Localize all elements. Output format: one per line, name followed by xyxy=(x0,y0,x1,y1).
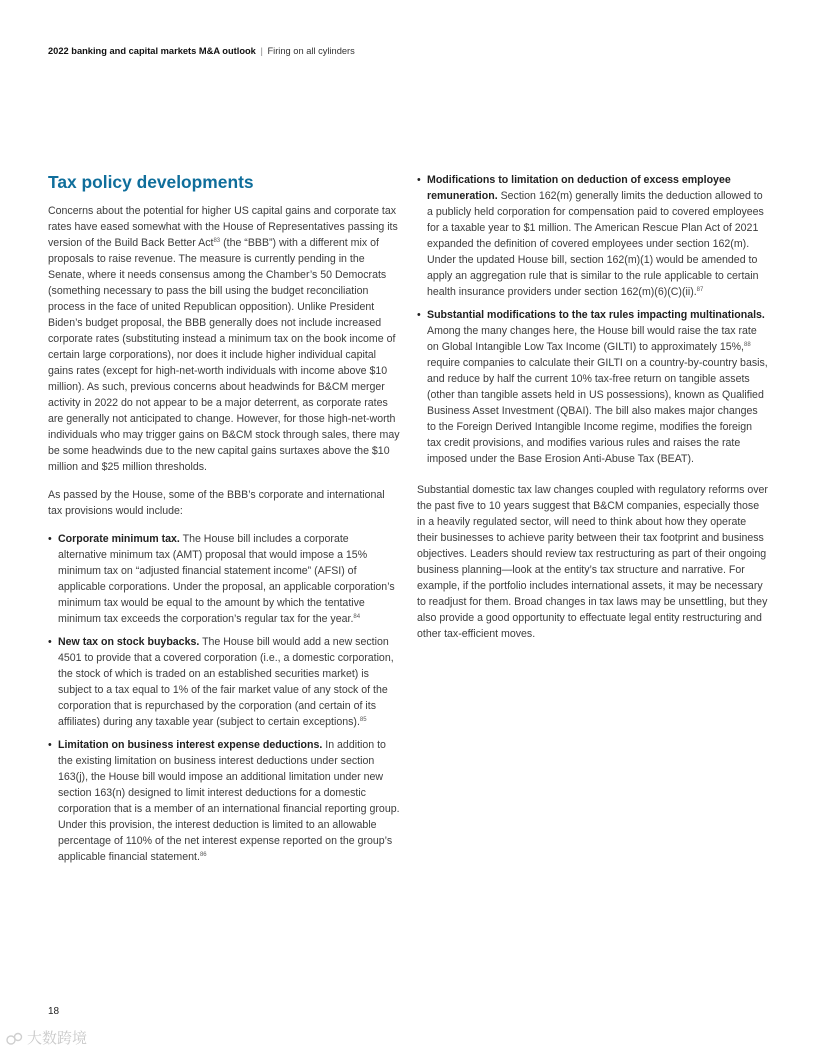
list-item-title: Modifications to limitation on deduction of excess employee remuneration. xyxy=(427,174,731,202)
provisions-list-continued xyxy=(417,172,769,467)
list-item-text: Among the many changes here, the House bill would raise the tax rate on Global Intangible Low Tax Income (GILTI) to approximately 15%, xyxy=(427,325,757,353)
conclusion-paragraph: Substantial domestic tax law changes coupled with regulatory reforms over the past five to 10 years suggest that B&CM companies, especially those in a heavily regulated sector, will need to think about how they operate their businesses to achieve parity between their tax footprint and business objectives. Leaders should review tax restructuring as part of their ongoing business planning—look at the entity’s tax structure and narrative. For example, if the portfolio includes international assets, it may be necessary to readjust for them. Broad changes in tax laws may be unsettling, but they also provide a good opportunity to effectuate legal entity restructuring and other tax-efficient moves. xyxy=(417,484,768,640)
header-title: 2022 banking and capital markets M&A outlook xyxy=(48,46,256,56)
page-number: 18 xyxy=(48,1006,60,1017)
footnote-ref: 86 xyxy=(199,852,207,858)
right-column xyxy=(417,172,769,654)
list-item-title: New tax on stock buybacks. xyxy=(58,636,200,648)
bullet-icon: • xyxy=(48,636,52,648)
header-separator: | xyxy=(260,46,263,56)
intro-text-a: Concerns about the potential for higher US capital gains and corporate tax rates have eased somewhat with the House of Representatives passing its version of the Build Back Better Act xyxy=(48,205,398,249)
list-item-title: Corporate minimum tax. xyxy=(58,533,180,545)
bullet-icon: • xyxy=(417,174,421,186)
footnote-ref: 83 xyxy=(213,238,221,244)
watermark xyxy=(6,1027,87,1048)
bullet-icon: • xyxy=(48,739,52,751)
provisions-intro-paragraph: As passed by the House, some of the BBB’s corporate and international tax provisions would include: xyxy=(48,489,385,517)
section-heading: Tax policy developments xyxy=(48,172,254,192)
list-item-text: Section 162(m) generally limits the deduction allowed to a publicly held corporation for compensation paid to covered employees for a taxable year to $1 million. The American Rescue Plan Act of 2021 expanded the definition of covered employees under section 162(m). Under the updated House bill, section 162(m)(1) would be amended to apply an aggregation rule that is similar to the rule applicable to certain health insurance providers under section 162(m)(6)(C)(ii). xyxy=(427,190,764,298)
intro-text-b: (the “BBB”) with a different mix of proposals to raise revenue. The measure is currently pending in the Senate, where it needs consensus among the Chamber’s 50 Democrats (something necessary to pass the bill using the budget reconciliation process in the face of united Republican opposition). Unlike President Biden’s budget proposal, the BBB generally does not include increased corporate rates (substituting instead a minimum tax on the book income of certain large corporations), nor does it include higher individual capital gains rates (except for high-net-worth individuals with income above $10 million). As such, previous concerns about headwinds for B&CM merger activity in 2022 do not appear to be a major deterrent, as corporate rates are generally not anticipated to change. However, for those high-net-worth individuals who may trigger gains on B&CM stock through sales, there may be some headwinds due to the new capital gains surtaxes above the $10 million and $25 million thresholds. xyxy=(48,237,400,473)
list-item-text-continued: require companies to calculate their GILTI on a country-by-country basis, and reduce by half the current 10% tax-free return on tangible assets (other than tangible assets held in US possessions), known as Qualified Business Asset Investment (QBAI). The bill also makes major changes to the Foreign Derived Intangible Income regime, modifies the foreign tax credit provisions, and modifies various rules and raises the rate imposed under the Base Erosion Anti-Abuse Tax (BEAT). xyxy=(427,357,768,465)
list-item xyxy=(48,634,400,730)
footnote-ref: 84 xyxy=(353,614,361,620)
list-item-text: In addition to the existing limitation on business interest deductions under section 163(j), the House bill would impose an additional limitation under new section 163(n) designed to limit interest deductions for a domestic corporation that is a member of an international financial reporting group. Under this provision, the interest deduction is limited to an allowable percentage of 110% of the net interest expense reported on the group’s applicable financial statement. xyxy=(58,739,400,863)
list-item xyxy=(48,737,400,865)
provisions-list xyxy=(48,531,400,865)
left-column xyxy=(48,172,400,872)
intro-paragraph xyxy=(48,203,400,475)
list-item-text: The House bill would add a new section 4501 to provide that a covered corporation (i.e., a domestic corporation, the stock of which is traded on an established securities market) is subject to a tax equal to 1% of the fair market value of any stock of the corporation that is repurchased by the corporation (and certain of its affiliates) during any taxable year (subject to certain exceptions). xyxy=(58,636,394,728)
header-subtitle: Firing on all cylinders xyxy=(267,46,355,56)
running-header xyxy=(48,46,355,56)
list-item-title: Substantial modifications to the tax rules impacting multinationals. xyxy=(427,309,765,321)
list-item xyxy=(48,531,400,627)
bullet-icon: • xyxy=(48,533,52,545)
bullet-icon: • xyxy=(417,309,421,321)
watermark-logo-icon xyxy=(6,1032,24,1046)
footnote-ref: 85 xyxy=(359,717,367,723)
list-item xyxy=(417,172,769,300)
list-item xyxy=(417,307,769,467)
footnote-ref: 88 xyxy=(744,342,751,348)
list-item-title: Limitation on business interest expense deductions. xyxy=(58,739,323,751)
list-item-text: The House bill includes a corporate alternative minimum tax (AMT) proposal that would impose a 15% minimum tax on “adjusted financial statement income” (AFSI) of applicable corporations. Under the proposal, an applicable corporation’s minimum tax would be equal to the amount by which the tentative minimum tax exceeds the corporation’s regular tax for the year. xyxy=(58,533,395,625)
footnote-ref: 87 xyxy=(696,287,704,293)
watermark-text: 大数跨境 xyxy=(27,1029,88,1047)
